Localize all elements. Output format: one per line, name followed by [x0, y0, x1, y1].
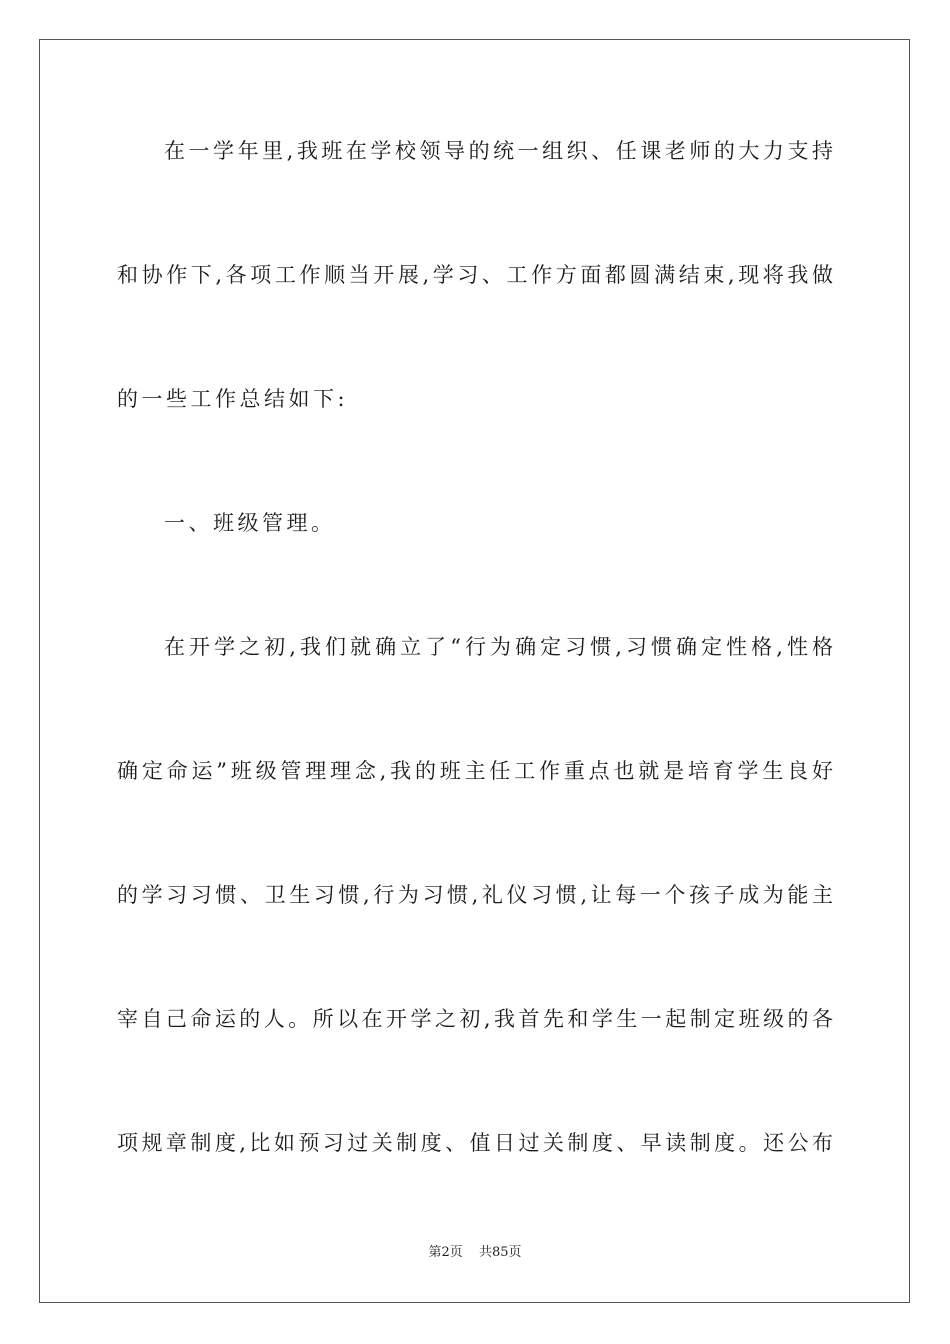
paragraph-line-2: 和协作下,各项工作顺当开展,学习、工作方面都圆满结束,现将我做: [117, 263, 833, 287]
paragraph-line-5: 在开学之初,我们就确立了“行为确定习惯,习惯确定性格,性格: [164, 635, 833, 659]
paragraph-line-6: 确定命运”班级管理理念,我的班主任工作重点也就是培育学生良好: [117, 759, 833, 783]
page-number: 第2页: [428, 1245, 463, 1260]
paragraph-line-7: 的学习习惯、卫生习惯,行为习惯,礼仪习惯,让每一个孩子成为能主: [117, 883, 833, 907]
page-footer: [0, 1244, 950, 1262]
paragraph-line-3: 的一些工作总结如下:: [117, 387, 349, 411]
section-heading: 一、班级管理。: [164, 511, 336, 535]
paragraph-line-1: 在一学年里,我班在学校领导的统一组织、任课老师的大力支持: [164, 139, 833, 163]
page-border: [39, 39, 910, 1303]
paragraph-line-8: 宰自己命运的人。所以在开学之初,我首先和学生一起制定班级的各: [117, 1007, 833, 1031]
page-total: 共85页: [478, 1245, 522, 1260]
paragraph-line-9: 项规章制度,比如预习过关制度、值日过关制度、早读制度。还公布: [117, 1131, 833, 1155]
